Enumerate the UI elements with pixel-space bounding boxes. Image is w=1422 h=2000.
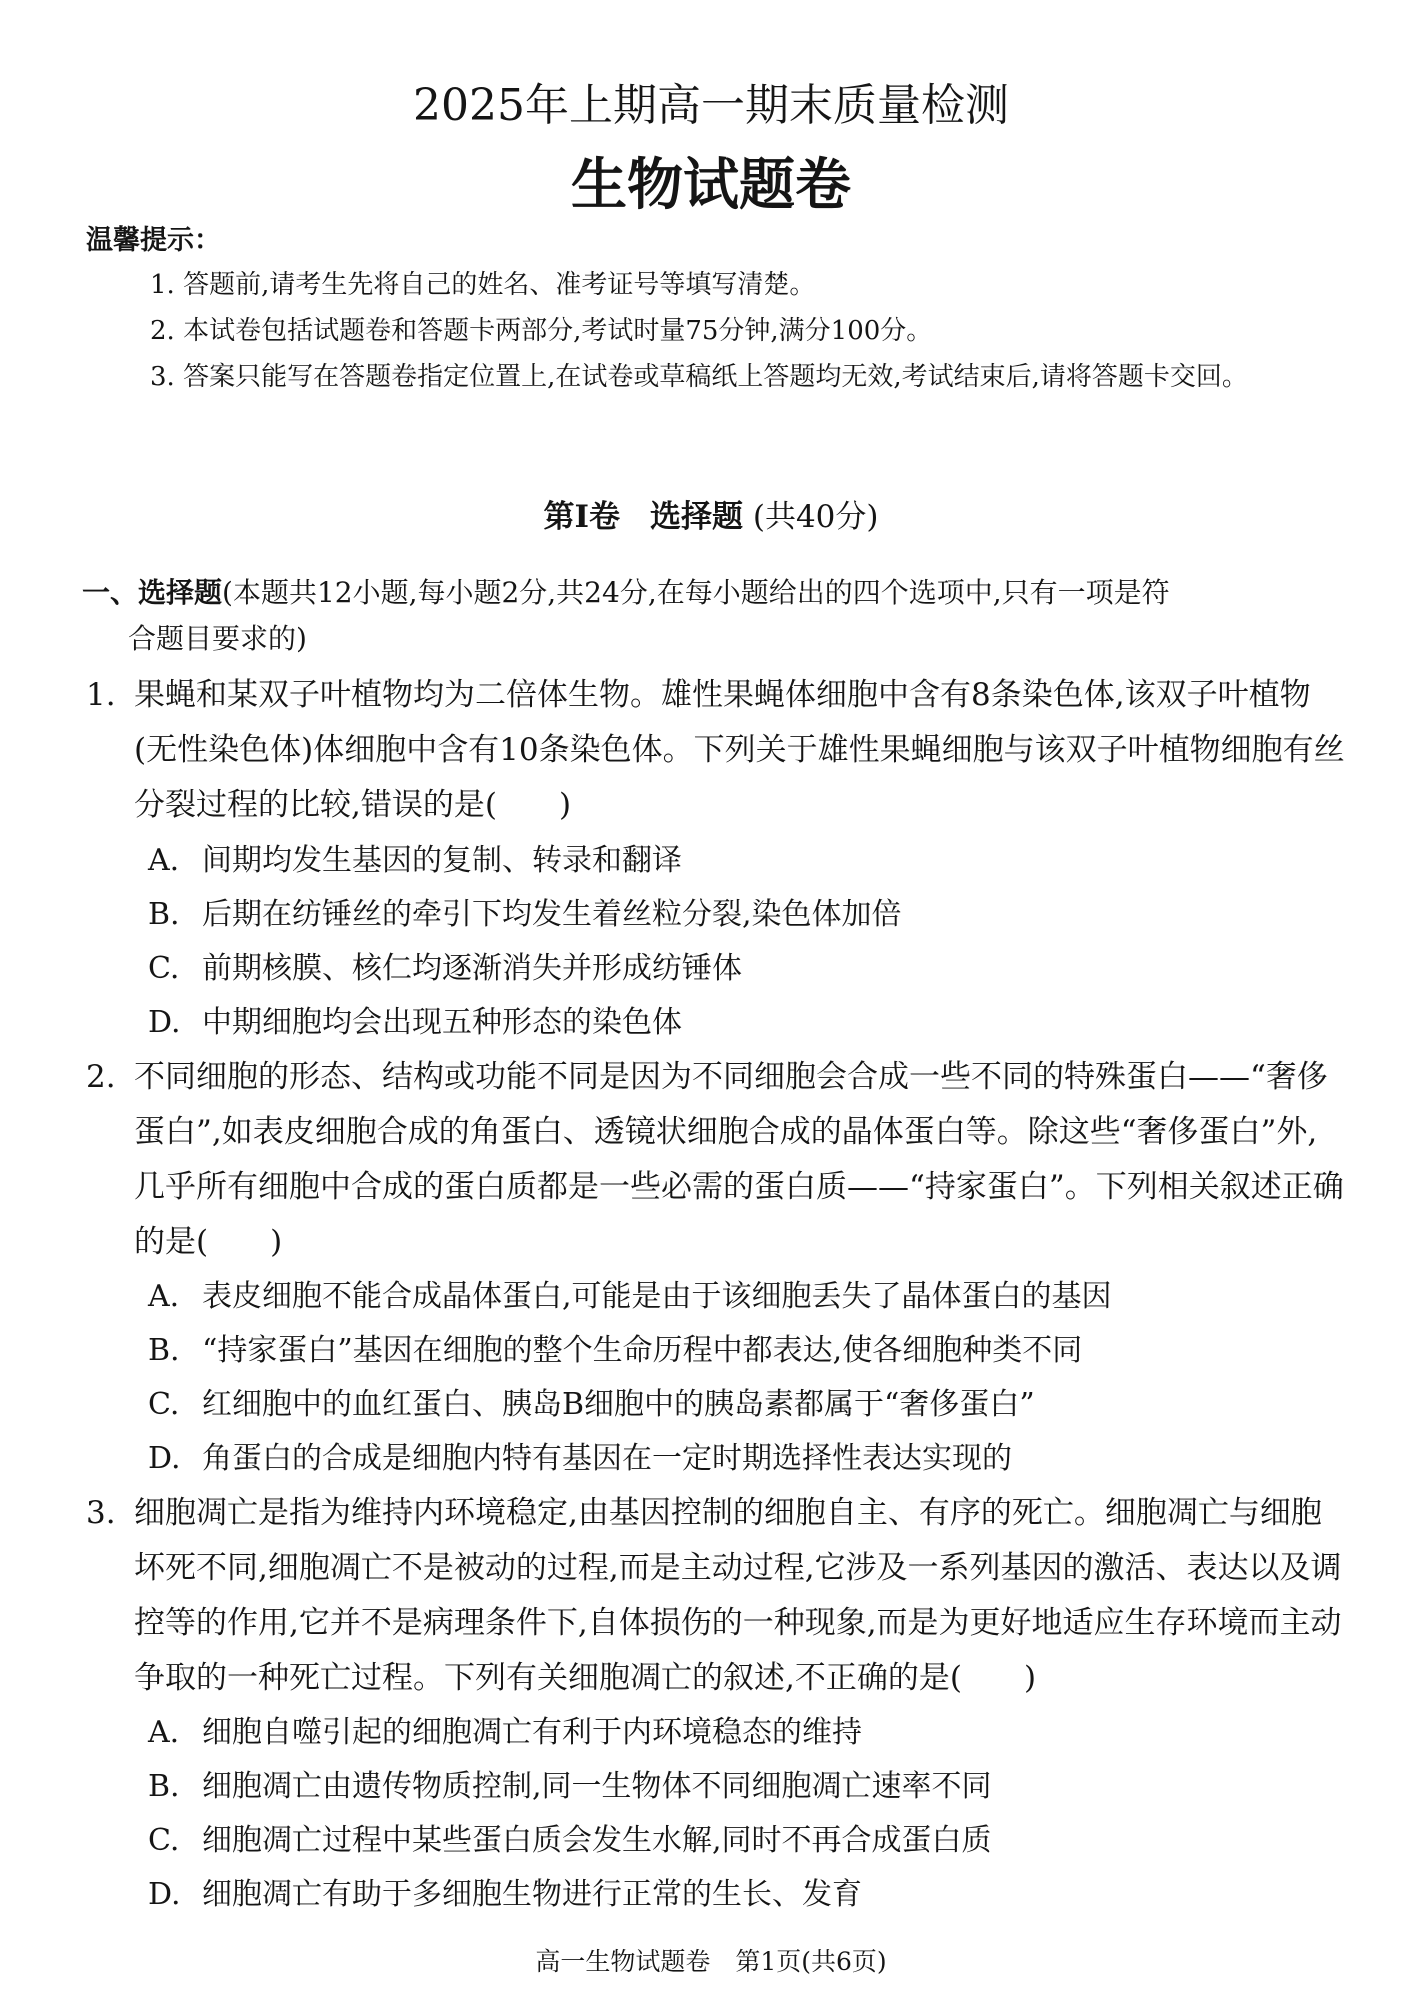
question-2-stem [86,1050,1348,1270]
tips-heading: 温馨提示： [86,225,221,256]
question-3-option-d [148,1868,1328,1922]
subject-title: 生物试题卷 [571,153,851,218]
tip-item-2: 2. 本试卷包括试题卷和答题卡两部分,考试时量75分钟,满分100分。 [150,316,933,346]
option-letter: C. [148,1823,180,1858]
tip-item-3: 3. 答案只能写在答题卷指定位置上,在试卷或草稿纸上答题均无效,考试结束后,请将答题卡交回。 [150,362,1248,392]
question-2-option-c [148,1378,1328,1432]
option-letter: A. [148,1715,180,1750]
question-1-option-b [148,888,1328,942]
question-3-option-b [148,1760,1328,1814]
option-letter: B. [148,1333,180,1368]
part-heading [82,570,1346,616]
question-number: 3. [86,1495,116,1531]
question-2-option-b [148,1324,1328,1378]
option-text: 间期均发生基因的复制、转录和翻译 [202,843,682,878]
option-text: 中期细胞均会出现五种形态的染色体 [202,1005,682,1040]
question-1-option-c [148,942,1328,996]
option-text: “持家蛋白”基因在细胞的整个生命历程中都表达,使各细胞种类不同 [202,1333,1083,1368]
option-letter: D. [148,1441,181,1476]
part-instructions-line2: 合题目要求的) [128,622,307,655]
option-letter: D. [148,1877,181,1912]
option-letter: D. [148,1005,181,1040]
part-label: 一、选择题 [82,576,223,609]
section-label: 第Ⅰ卷 [543,499,620,535]
section-title: 选择题 [650,499,743,535]
option-letter: B. [148,897,180,932]
option-text: 细胞自噬引起的细胞凋亡有利于内环境稳态的维持 [202,1715,862,1750]
option-letter: A. [148,1279,180,1314]
question-2-option-a [148,1270,1328,1324]
tip-item-1: 1. 答题前,请考生先将自己的姓名、准考证号等填写清楚。 [150,270,816,300]
part-instructions-line1: (本题共12小题,每小题2分,共24分,在每小题给出的四个选项中,只有一项是符 [222,576,1170,609]
question-3-stem [86,1486,1348,1706]
question-number: 2. [86,1059,116,1095]
question-text: 不同细胞的形态、结构或功能不同是因为不同细胞会合成一些不同的特殊蛋白——“奢侈蛋白”,如表皮细胞合成的角蛋白、透镜状细胞合成的晶体蛋白等。除这些“奢侈蛋白”外,几乎所有细胞中合成的蛋白质都是一些必需的蛋白质——“持家蛋白”。下列相关叙述正确的是( ) [134,1059,1344,1260]
option-text: 前期核膜、核仁均逐渐消失并形成纺锤体 [202,951,742,986]
question-2-option-d [148,1432,1328,1486]
question-text: 细胞凋亡是指为维持内环境稳定,由基因控制的细胞自主、有序的死亡。细胞凋亡与细胞坏死不同,细胞凋亡不是被动的过程,而是主动过程,它涉及一系列基因的激活、表达以及调控等的作用,它并不是病理条件下,自体损伤的一种现象,而是为更好地适应生存环境而主动争取的一种死亡过程。下列有关细胞凋亡的叙述,不正确的是( ) [134,1495,1342,1696]
question-1-option-a [148,834,1328,888]
option-text: 角蛋白的合成是细胞内特有基因在一定时期选择性表达实现的 [202,1441,1012,1476]
question-1-stem [86,668,1348,833]
option-text: 表皮细胞不能合成晶体蛋白,可能是由于该细胞丢失了晶体蛋白的基因 [202,1279,1112,1314]
page-footer: 高一生物试题卷 第1页(共6页) [535,1947,887,1976]
section-heading [0,494,1422,540]
question-1-option-d [148,996,1328,1050]
section-points: (共40分) [752,499,879,535]
option-text: 细胞凋亡有助于多细胞生物进行正常的生长、发育 [202,1877,862,1912]
option-letter: C. [148,951,180,986]
option-letter: C. [148,1387,180,1422]
option-letter: B. [148,1769,180,1804]
option-text: 红细胞中的血红蛋白、胰岛B细胞中的胰岛素都属于“奢侈蛋白” [202,1387,1035,1422]
option-text: 细胞凋亡由遗传物质控制,同一生物体不同细胞凋亡速率不同 [202,1769,992,1804]
question-3-option-c [148,1814,1328,1868]
option-text: 细胞凋亡过程中某些蛋白质会发生水解,同时不再合成蛋白质 [202,1823,992,1858]
question-3-option-a [148,1706,1328,1760]
question-text: 果蝇和某双子叶植物均为二倍体生物。雄性果蝇体细胞中含有8条染色体,该双子叶植物(无性染色体)体细胞中含有10条染色体。下列关于雄性果蝇细胞与该双子叶植物细胞有丝分裂过程的比较,错误的是( ) [134,677,1345,823]
option-text: 后期在纺锤丝的牵引下均发生着丝粒分裂,染色体加倍 [202,897,902,932]
option-letter: A. [148,843,180,878]
question-number: 1. [86,677,116,713]
exam-title: 2025年上期高一期末质量检测 [413,80,1009,131]
